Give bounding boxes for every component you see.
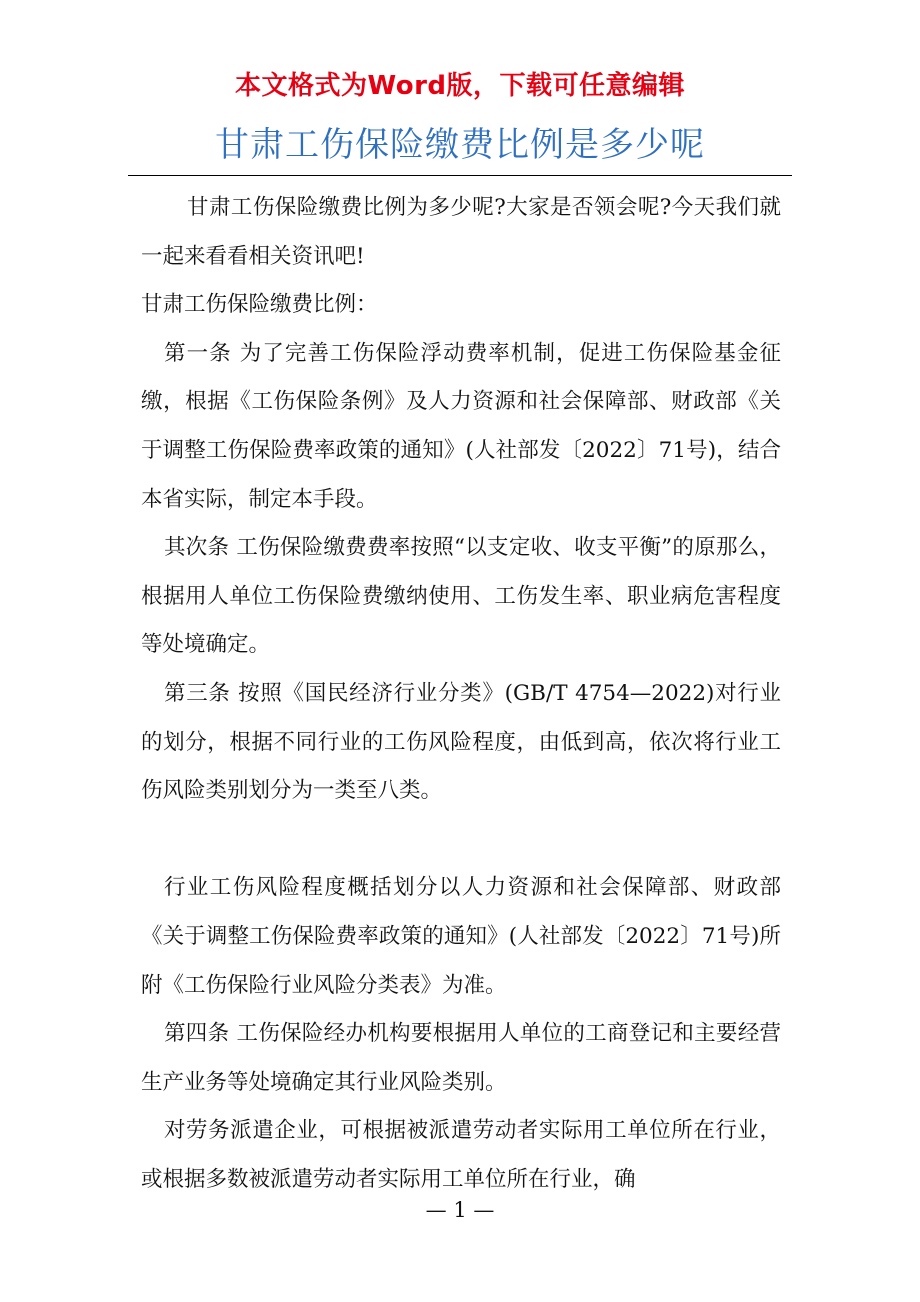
paragraph-article-1: 第一条 为了完善工伤保险浮动费率机制，促进工伤保险基金征缴，根据《工伤保险条例》及人力资源和社会保障部、财政部《关于调整工伤保险费率政策的通知》(人社部发〔2022〕71号)，结合本省实际，制定本手段。	[141, 340, 781, 512]
paragraph-intro: 甘肃工伤保险缴费比例为多少呢?大家是否领会呢?今天我们就一起来看看相关资讯吧!	[141, 195, 781, 269]
paragraph-heading: 甘肃工伤保险缴费比例：	[141, 292, 378, 318]
paragraph-classification: 行业工伤风险程度概括划分以人力资源和社会保障部、财政部《关于调整工伤保险费率政策的通知》(人社部发〔2022〕71号)所附《工伤保险行业风险分类表》为准。	[141, 875, 781, 998]
paragraph-gap	[141, 816, 781, 865]
document-body	[141, 184, 781, 1204]
paragraph-article-3: 第三条 按照《国民经济行业分类》(GB/T 4754—2022)对行业的划分，根据不同行业的工伤风险程度，由低到高，依次将行业工伤风险类别划分为一类至八类。	[141, 680, 781, 804]
title-divider	[128, 175, 792, 176]
format-notice: 本文格式为Word版，下载可任意编辑	[234, 71, 686, 101]
paragraph-dispatch: 对劳务派遣企业，可根据被派遣劳动者实际用工单位所在行业，或根据多数被派遣劳动者实际用工单位所在行业，确	[141, 1118, 781, 1192]
paragraph-article-4: 第四条 工伤保险经办机构要根据用人单位的工商登记和主要经营生产业务等处境确定其行业风险类别。	[141, 1021, 781, 1095]
paragraph-article-2: 其次条 工伤保险缴费费率按照“以支定收、收支平衡”的原那么，根据用人单位工伤保险费缴纳使用、工伤发生率、职业病危害程度等处境确定。	[141, 535, 781, 658]
document-title: 甘肃工伤保险缴费比例是多少呢	[215, 125, 705, 165]
page-number: — 1 —	[425, 1198, 495, 1222]
